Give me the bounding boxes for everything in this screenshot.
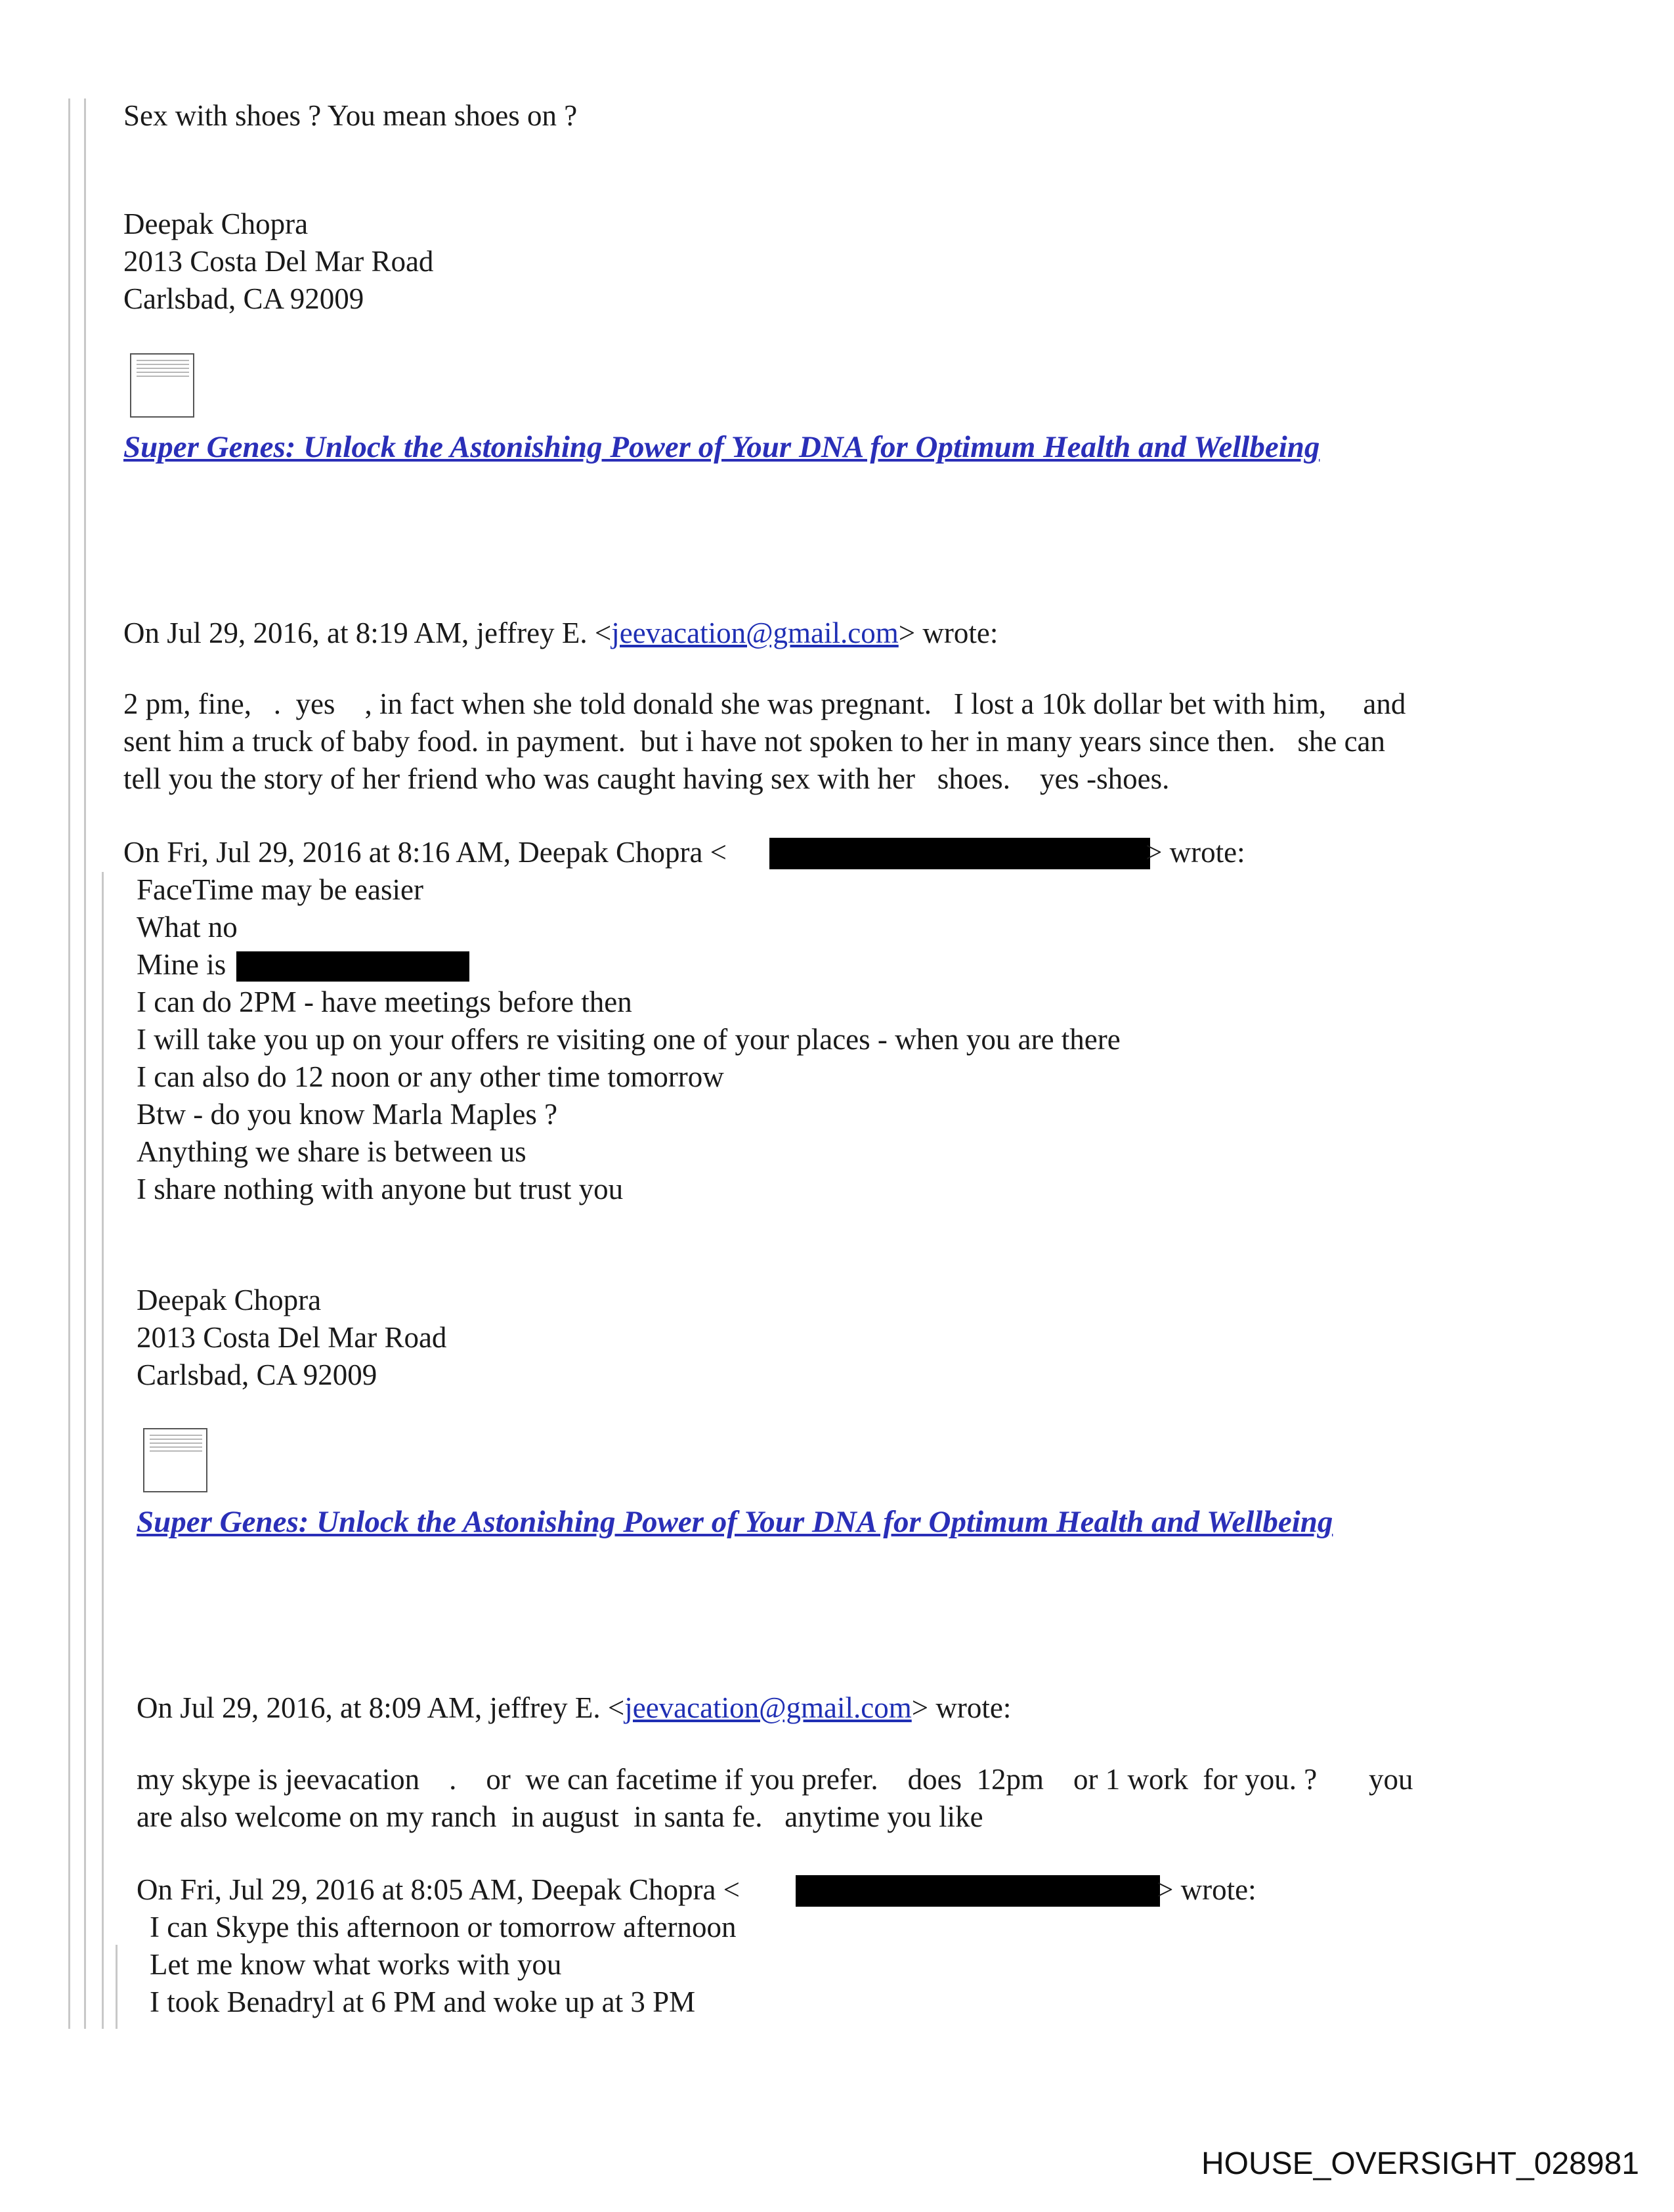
message-line: I can do 2PM - have meetings before then [137,986,632,1018]
message-line: sent him a truck of baby food. in payment. but i have not spoken to her in many years since then. she can [123,725,1386,758]
message-line: Let me know what works with you [150,1948,562,1981]
header-suffix: > wrote: [898,617,998,649]
message-line: Btw - do you know Marla Maples ? [137,1098,558,1131]
message-line: my skype is jeevacation . or we can facetime if you prefer. does 12pm or 1 work for you. ? you [137,1763,1413,1796]
message-header: On Fri, Jul 29, 2016 at 8:05 AM, Deepak Chopra < [137,1873,740,1906]
message-line: FaceTime may be easier [137,873,423,906]
message-header: On Fri, Jul 29, 2016 at 8:16 AM, Deepak Chopra < [123,836,727,869]
message-line: I will take you up on your offers re visiting one of your places - when you are there [137,1023,1121,1056]
message-line: tell you the story of her friend who was caught having sex with her shoes. yes -shoes. [123,762,1170,795]
bates-number: HOUSE_OVERSIGHT_028981 [1201,2146,1639,2181]
email-link[interactable]: jeevacation@gmail.com [624,1691,912,1724]
message-header [123,615,998,652]
quote-bar-outer-2 [84,98,86,2029]
redaction-box [796,1875,1160,1907]
book-link[interactable]: Super Genes: Unlock the Astonishing Power of Your DNA for Optimum Health and Wellbeing [137,1505,1333,1539]
message-line: I took Benadryl at 6 PM and woke up at 3 PM [150,1985,696,2018]
message-line: What no [137,911,238,943]
header-prefix: On Jul 29, 2016, at 8:09 AM, jeffrey E. < [137,1691,625,1724]
message-line: I share nothing with anyone but trust you [137,1173,624,1205]
redaction-box [769,838,1150,869]
quote-bar-inner [116,1945,118,2029]
message-line: Anything we share is between us [137,1135,526,1168]
message-line: 2 pm, fine, . yes , in fact when she told donald she was pregnant. I lost a 10k dollar bet with him, and [123,687,1406,720]
message-line: I can also do 12 noon or any other time tomorrow [137,1060,724,1093]
message-line: are also welcome on my ranch in august in santa fe. anytime you like [137,1800,983,1833]
email-link[interactable]: jeevacation@gmail.com [611,617,899,649]
message-header [137,1689,1011,1727]
header-suffix: > wrote: [1157,1873,1256,1906]
signature-street: 2013 Costa Del Mar Road [137,1321,447,1354]
top-message: Sex with shoes ? You mean shoes on ? [123,99,578,132]
signature-name: Deepak Chopra [123,207,309,240]
message-line: I can Skype this afternoon or tomorrow afternoon [150,1911,737,1943]
redaction-box [236,951,469,982]
header-suffix: > wrote: [911,1691,1012,1724]
header-suffix: > wrote: [1146,836,1245,869]
signature-city: Carlsbad, CA 92009 [123,282,364,315]
book-cover-image [130,353,194,418]
book-link[interactable]: Super Genes: Unlock the Astonishing Power of Your DNA for Optimum Health and Wellbeing [123,430,1320,464]
signature-street: 2013 Costa Del Mar Road [123,245,434,278]
header-prefix: On Jul 29, 2016, at 8:19 AM, jeffrey E. < [123,617,612,649]
message-line: Mine is [137,948,226,981]
signature-name: Deepak Chopra [137,1284,322,1316]
quote-bar-outer-1 [68,98,70,2029]
signature-city: Carlsbad, CA 92009 [137,1358,377,1391]
quote-bar-mid [102,872,104,2029]
book-cover-image [143,1428,207,1492]
